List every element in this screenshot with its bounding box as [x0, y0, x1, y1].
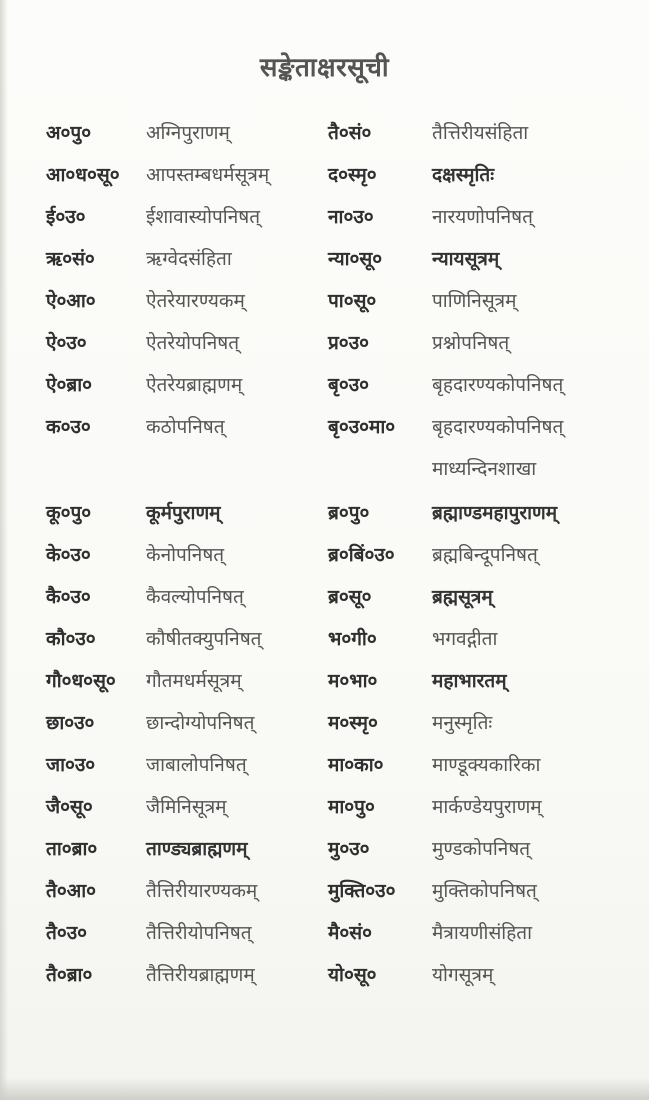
full-title: ईशावास्योपनिषत् [146, 206, 261, 228]
full-title: कैवल्योपनिषत् [146, 586, 244, 608]
full-title: प्रश्नोपनिषत् [432, 332, 510, 354]
table-row [46, 918, 636, 960]
table-row [46, 118, 636, 160]
abbreviation: न्या०सू० [328, 248, 383, 270]
table-row [46, 624, 636, 666]
full-title: ब्रह्मसूत्रम् [432, 586, 493, 608]
abbreviation: मा०का० [328, 754, 384, 776]
full-title: बृहदारण्यकोपनिषत् [432, 374, 564, 396]
abbreviation: ऋ०सं० [46, 248, 95, 270]
table-row [46, 834, 636, 876]
abbreviation-table [46, 118, 636, 1002]
abbreviation: तै०उ० [46, 922, 88, 944]
full-title: कूर्मपुराणम् [146, 502, 221, 524]
full-title: महाभारतम् [432, 670, 507, 692]
abbreviation: मुक्ति०उ० [328, 880, 396, 902]
page-bottom-shadow [0, 1078, 649, 1100]
abbreviation: क०उ० [46, 416, 91, 438]
full-title: आपस्तम्बधर्मसूत्रम् [146, 164, 270, 186]
full-title: ब्रह्मबिन्दूपनिषत् [432, 544, 538, 566]
abbreviation: जा०उ० [46, 754, 96, 776]
abbreviation: भ०गी० [328, 628, 377, 650]
full-title: अग्निपुराणम् [146, 122, 230, 144]
full-title: न्यायसूत्रम् [432, 248, 500, 270]
abbreviation: जै०सू० [46, 796, 93, 818]
full-title: ऋग्वेदसंहिता [146, 248, 232, 270]
table-row [46, 750, 636, 792]
full-title: माध्यन्दिनशाखा [432, 458, 537, 480]
table-row [46, 876, 636, 918]
full-title: मनुस्मृतिः [432, 712, 493, 734]
full-title: मैत्रायणीसंहिता [432, 922, 533, 944]
abbreviation: ऐ०उ० [46, 332, 87, 354]
full-title: भगवद्गीता [432, 628, 498, 650]
abbreviation: मु०उ० [328, 838, 370, 860]
full-title: ऐतरेयारण्यकम् [146, 290, 245, 312]
full-title: ऐतरेयोपनिषत् [146, 332, 240, 354]
abbreviation: तै०आ० [46, 880, 97, 902]
table-row [46, 960, 636, 1002]
abbreviation: ब्र०सू० [328, 586, 372, 608]
full-title: दक्षस्मृतिः [432, 164, 495, 186]
full-title: केनोपनिषत् [146, 544, 225, 566]
full-title: जैमिनिसूत्रम् [146, 796, 227, 818]
abbreviation: द०स्मृ० [328, 164, 377, 186]
abbreviation: ता०ब्रा० [46, 838, 98, 860]
table-row [46, 328, 636, 370]
full-title: ताण्ड्यब्राह्मणम् [146, 838, 248, 860]
full-title: कौषीतक्युपनिषत् [146, 628, 262, 650]
abbreviation: गौ०ध०सू० [46, 670, 116, 692]
table-row [46, 792, 636, 834]
table-row [46, 202, 636, 244]
full-title: नारयणोपनिषत् [432, 206, 533, 228]
table-row [46, 160, 636, 202]
page-left-edge-shadow [0, 0, 8, 1100]
abbreviation: ब्र०बिं०उ० [328, 544, 395, 566]
full-title: माण्डूक्यकारिका [432, 754, 541, 776]
table-row [46, 370, 636, 412]
full-title: गौतमधर्मसूत्रम् [146, 670, 242, 692]
abbreviation: बृ०उ० [328, 374, 370, 396]
full-title: बृहदारण्यकोपनिषत् [432, 416, 564, 438]
abbreviation: यो०सू० [328, 964, 377, 986]
abbreviation: बृ०उ०मा० [328, 416, 396, 438]
abbreviation: छा०उ० [46, 712, 95, 734]
full-title: योगसूत्रम् [432, 964, 494, 986]
table-row [46, 244, 636, 286]
abbreviation: के०उ० [46, 544, 91, 566]
full-title: ब्रह्माण्डमहापुराणम् [432, 502, 558, 524]
abbreviation: मा०पु० [328, 796, 375, 818]
abbreviation: ब्र०पु० [328, 502, 370, 524]
full-title: मुण्डकोपनिषत् [432, 838, 531, 860]
abbreviation: म०स्मृ० [328, 712, 378, 734]
table-row [46, 666, 636, 708]
abbreviation: प्र०उ० [328, 332, 369, 354]
full-title: तैत्तिरीयसंहिता [432, 122, 529, 144]
abbreviation: तै०ब्रा० [46, 964, 93, 986]
full-title: तैत्तिरीयोपनिषत् [146, 922, 252, 944]
table-row [46, 708, 636, 750]
abbreviation: आ०ध०सू० [46, 164, 120, 186]
abbreviation: मै०सं० [328, 922, 372, 944]
full-title: मुक्तिकोपनिषत् [432, 880, 537, 902]
full-title: ऐतरेयब्राह्मणम् [146, 374, 243, 396]
abbreviation: ऐ०ब्रा० [46, 374, 93, 396]
full-title: पाणिनिसूत्रम् [432, 290, 517, 312]
full-title: मार्कण्डेयपुराणम् [432, 796, 542, 818]
abbreviation: अ०पु० [46, 122, 92, 144]
full-title: कठोपनिषत् [146, 416, 225, 438]
table-row [46, 286, 636, 328]
table-row-continuation [46, 454, 636, 492]
abbreviation: कौ०उ० [46, 628, 96, 650]
page-title: सङ्केताक्षरसूची [259, 53, 390, 83]
abbreviation: कू०पु० [46, 502, 92, 524]
abbreviation: म०भा० [328, 670, 378, 692]
full-title: छान्दोग्योपनिषत् [146, 712, 255, 734]
abbreviation: ऐ०आ० [46, 290, 96, 312]
full-title: जाबालोपनिषत् [146, 754, 247, 776]
table-row [46, 540, 636, 582]
table-row [46, 498, 636, 540]
abbreviation: ई०उ० [46, 206, 86, 228]
full-title: तैत्तिरीयारण्यकम् [146, 880, 258, 902]
abbreviation: पा०सू० [328, 290, 377, 312]
abbreviation: कै०उ० [46, 586, 91, 608]
table-row [46, 582, 636, 624]
abbreviation: ना०उ० [328, 206, 374, 228]
table-row [46, 412, 636, 454]
full-title: तैत्तिरीयब्राह्मणम् [146, 964, 255, 986]
abbreviation: तै०सं० [328, 122, 372, 144]
